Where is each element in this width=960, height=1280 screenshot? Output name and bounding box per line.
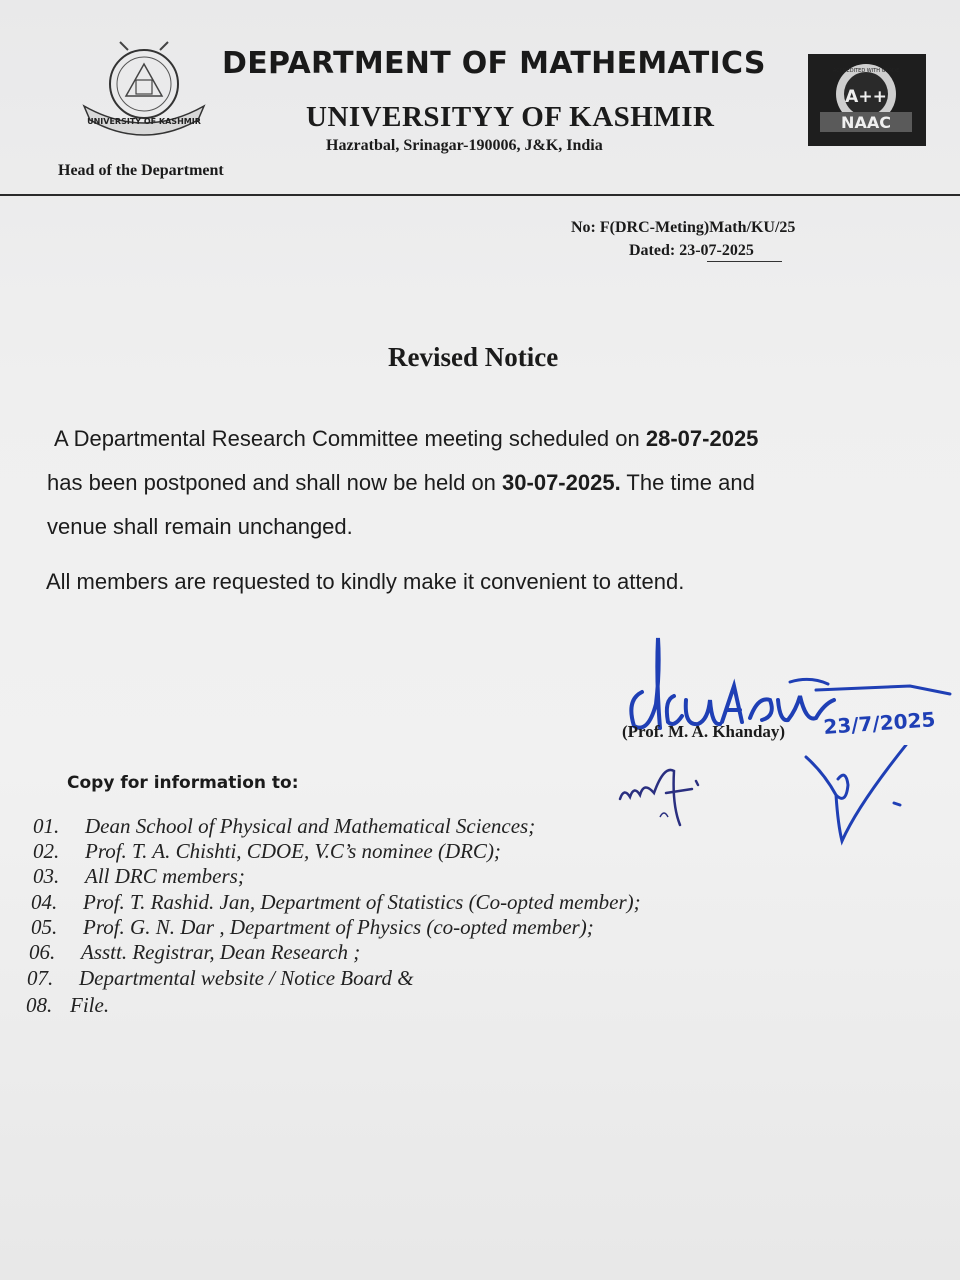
reference-number: No: F(DRC-Meting)Math/KU/25 (571, 219, 796, 236)
university-seal-logo (80, 36, 208, 136)
naac-grade: A++ (845, 87, 887, 107)
notice-line-2-text: has been postponed and shall now be held on (47, 470, 503, 495)
list-item (29, 940, 360, 965)
list-item (31, 890, 641, 915)
list-item (33, 839, 501, 864)
list-item-number: 05. (31, 915, 58, 939)
notice-line-3: venue shall remain unchanged. (47, 514, 353, 539)
list-item-number: 03. (33, 864, 60, 888)
notice-line-2-suffix: The time and (620, 470, 755, 495)
list-item-number: 02. (33, 839, 60, 863)
notice-line-1 (54, 426, 758, 452)
list-item-number: 08. (26, 993, 53, 1017)
notice-line-4: All members are requested to kindly make it convenient to attend. (46, 569, 685, 594)
head-of-department-label: Head of the Department (58, 162, 224, 179)
dated-label: Dated: 23- (629, 242, 701, 259)
list-item (31, 915, 594, 940)
list-item (33, 864, 245, 889)
copy-heading: Copy for information to: (67, 773, 299, 793)
list-item (26, 993, 109, 1018)
list-item-text: Dean School of Physical and Mathematical Sciences; (85, 814, 536, 838)
dated-underline (707, 261, 782, 262)
list-item-number: 07. (27, 966, 54, 990)
original-date: 28-07-2025 (645, 426, 759, 451)
list-item-number: 06. (29, 940, 56, 964)
naac-label: NAAC (841, 113, 891, 132)
department-title: DEPARTMENT OF MATHEMATICS (222, 46, 766, 81)
handwritten-date: 23/7/2025 (822, 707, 937, 739)
list-item-number: 04. (31, 890, 58, 914)
seal-text: UNIVERSITY OF KASHMIR (87, 117, 201, 126)
naac-ring-text: ACCREDITED WITH GRADE (832, 68, 900, 74)
list-item-text: Prof. T. Rashid. Jan, Department of Statistics (Co-opted member); (83, 890, 641, 914)
notice-line-1-text: A Departmental Research Committee meeting scheduled on (54, 426, 646, 451)
list-item-text: Departmental website / Notice Board & (79, 966, 414, 990)
list-item-text: Prof. T. A. Chishti, CDOE, V.C’s nominee (DRC); (85, 839, 501, 863)
list-item-text: File. (70, 993, 110, 1017)
signer-name: (Prof. M. A. Khanday) (622, 722, 786, 741)
notice-line-2 (47, 470, 755, 496)
list-item-text: Prof. G. N. Dar , Department of Physics (co-opted member); (83, 915, 594, 939)
notice-title: Revised Notice (388, 342, 559, 372)
list-item-text: Asstt. Registrar, Dean Research ; (81, 940, 361, 964)
header-divider (0, 194, 960, 196)
university-title: UNIVERSITYY OF KASHMIR (306, 101, 715, 133)
list-item (33, 814, 535, 839)
naac-badge-logo (808, 54, 926, 146)
list-item-text: All DRC members; (85, 864, 245, 888)
handwritten-initials (610, 745, 930, 855)
dated-value: 07-2025 (700, 242, 754, 259)
list-item (27, 966, 414, 991)
list-item-number: 01. (33, 814, 60, 838)
new-date: 30-07-2025. (502, 470, 621, 495)
university-address: Hazratbal, Srinagar-190006, J&K, India (326, 137, 603, 154)
dated-line (629, 242, 754, 260)
